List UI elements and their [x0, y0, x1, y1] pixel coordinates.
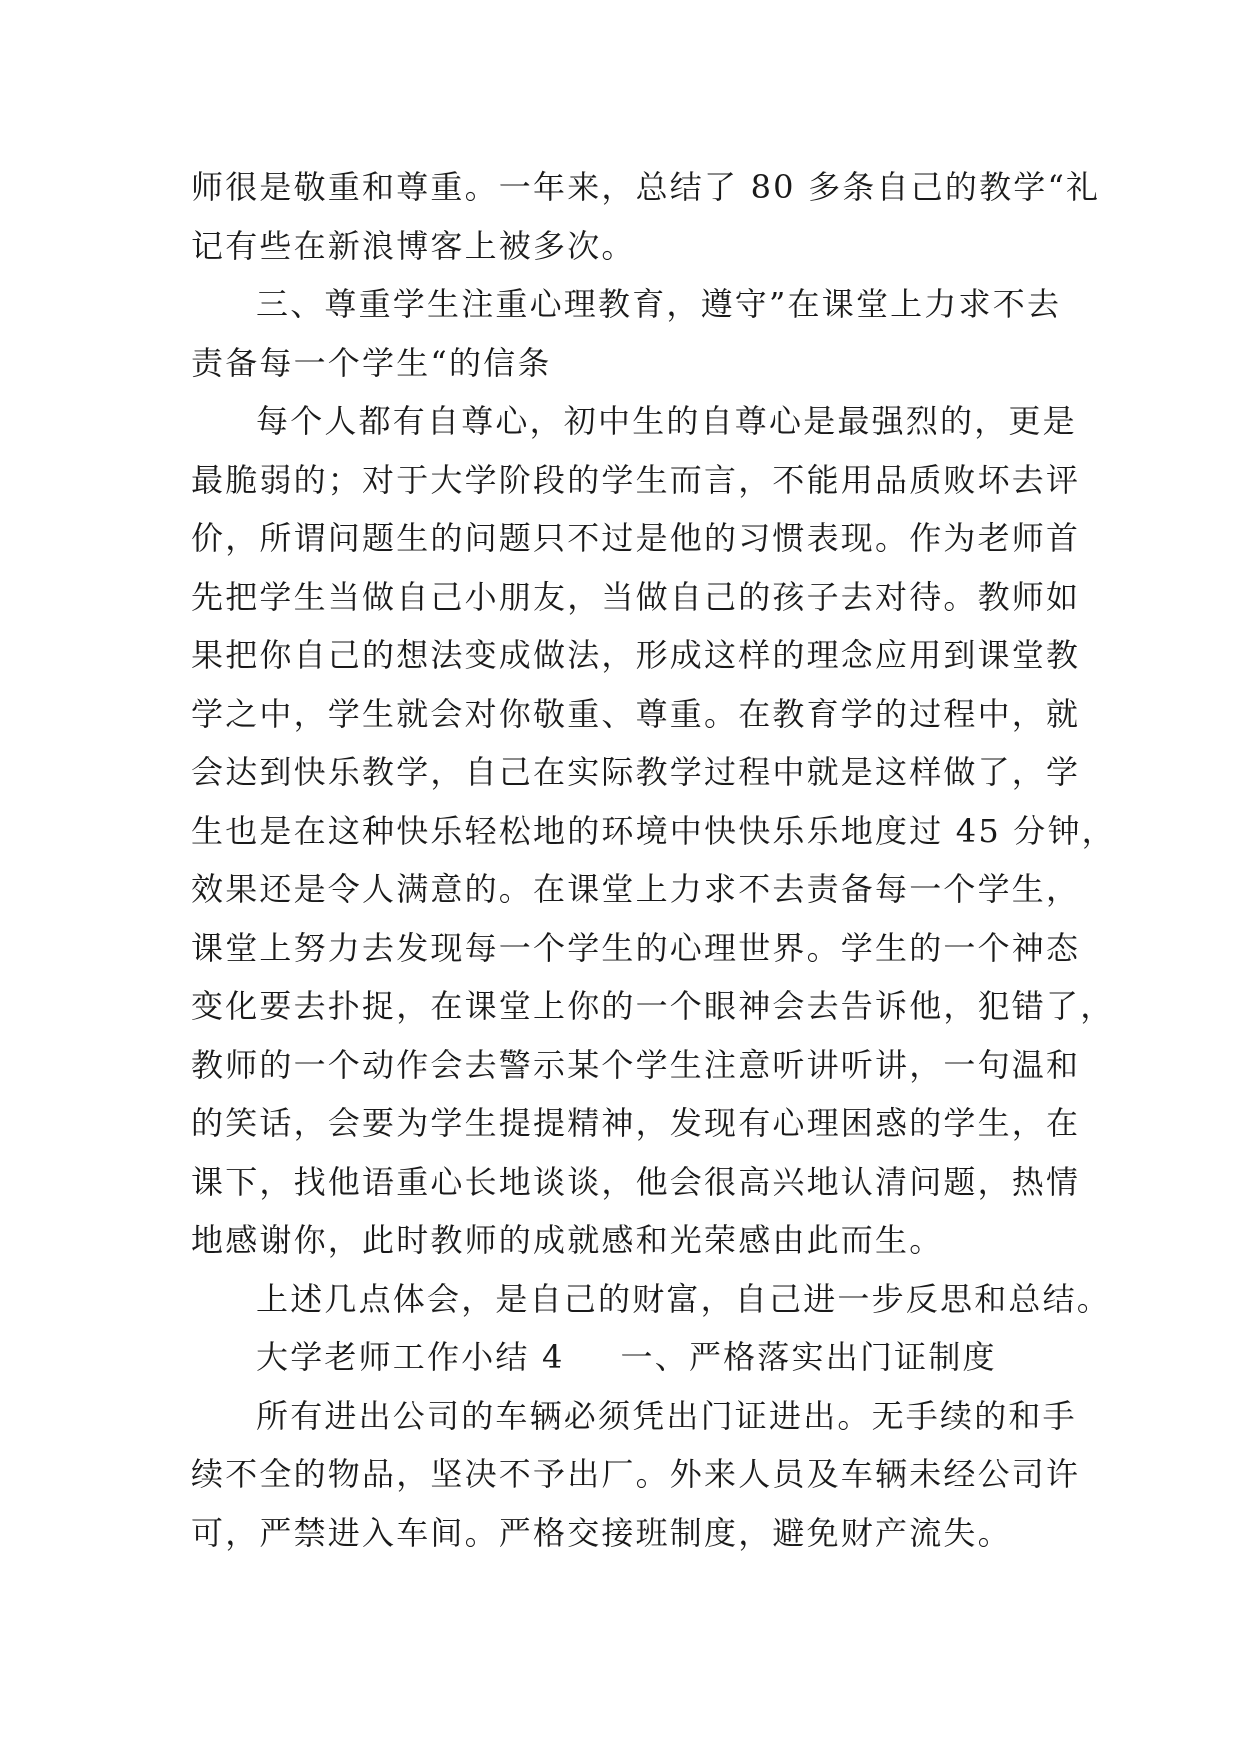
- text-line: 每个人都有自尊心，初中生的自尊心是最强烈的，更是: [256, 402, 1077, 440]
- text-line: 所有进出公司的车辆必须凭出门证进出。无手续的和手: [256, 1396, 1077, 1435]
- text-line: 果把你自己的想法变成做法，形成这样的理念应用到课堂教: [191, 636, 1081, 674]
- text-line: 课堂上努力去发现每一个学生的心理世界。学生的一个神态: [191, 928, 1081, 967]
- text-line: 上述几点体会，是自己的财富，自己进一步反思和总结。: [256, 1279, 1112, 1318]
- text-line: 最脆弱的；对于大学阶段的学生而言，不能用品质败坏去评: [191, 460, 1081, 499]
- text-line: 的笑话，会要为学生提提精神，发现有心理困惑的学生，在: [191, 1104, 1081, 1142]
- text-line: 学之中，学生就会对你敬重、尊重。在教育学的过程中，就: [191, 694, 1081, 733]
- text-line: 变化要去扑捉，在课堂上你的一个眼神会去告诉他，犯错了，: [191, 987, 1115, 1025]
- document-body: [191, 158, 1116, 1562]
- text-line: 效果还是令人满意的。在课堂上力求不去责备每一个学生，: [191, 870, 1081, 908]
- text-line: 续不全的物品，坚决不予出厂。外来人员及车辆未经公司许: [191, 1455, 1081, 1493]
- text-line: 课下，找他语重心长地谈谈，他会很高兴地认清问题，热情: [191, 1162, 1081, 1201]
- subsection-heading: 一、严格落实出门证制度: [620, 1338, 997, 1376]
- text-line: 地感谢你，此时教师的成就感和光荣感由此而生。: [191, 1221, 944, 1259]
- text-line: 可，严禁进入车间。严格交接班制度，避免财产流失。: [191, 1513, 1012, 1552]
- text-line: 教师的一个动作会去警示某个学生注意听讲听讲，一句温和: [191, 1045, 1081, 1084]
- title-line: [191, 1328, 1051, 1387]
- text-line: 会达到快乐教学，自己在实际教学过程中就是这样做了，学: [191, 753, 1081, 791]
- text-line: 师很是敬重和尊重。一年来，总结了 80 多条自己的教学“礼: [191, 168, 1101, 206]
- text-line: 记有些在新浪博客上被多次。: [191, 226, 636, 265]
- document-title: 大学老师工作小结 4: [256, 1338, 565, 1376]
- text-line: 价，所谓问题生的问题只不过是他的习惯表现。作为老师首: [191, 519, 1081, 557]
- section-heading-line: 责备每一个学生“的信条: [191, 343, 552, 382]
- section-heading-line: 三、尊重学生注重心理教育，遵守”在课堂上力求不去: [256, 285, 1062, 323]
- text-line: 生也是在这种快乐轻松地的环境中快快乐乐地度过 45 分钟，: [191, 811, 1116, 850]
- text-line: 先把学生当做自己小朋友，当做自己的孩子去对待。教师如: [191, 577, 1081, 616]
